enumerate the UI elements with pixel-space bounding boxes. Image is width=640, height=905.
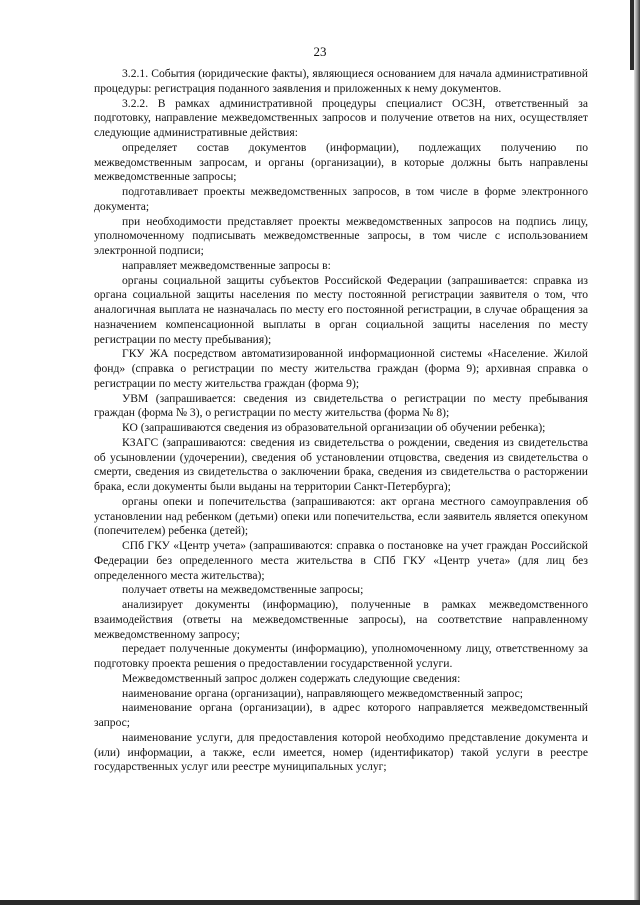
paragraph: определяет состав документов (информации), подлежащих получению по межведомственным запросам, и органы (организации), в которые должны быть направлены межведомственные запросы; bbox=[94, 140, 588, 184]
paragraph: при необходимости представляет проекты межведомственных запросов на подпись лицу, уполномоченному подписывать межведомственные запросы, в том числе с использованием электронной подписи; bbox=[94, 214, 588, 257]
paragraph: подготавливает проекты межведомственных запросов, в том числе в форме электронного документа; bbox=[94, 185, 588, 213]
paragraph: ГКУ ЖА посредством автоматизированной информационной системы «Население. Жилой фонд» (справка о регистрации по месту жительства граждан (форма 9); архивная справка о регистрации по месту жительства граждан (форма 9); bbox=[94, 347, 588, 390]
paragraph: направляет межведомственные запросы в: bbox=[122, 258, 331, 272]
paragraph: Межведомственный запрос должен содержать следующие сведения: bbox=[122, 671, 461, 685]
paragraph: КО (запрашиваются сведения из образовательной организации об обучении ребенка); bbox=[122, 421, 546, 434]
paragraph: СПб ГКУ «Центр учета» (запрашиваются: справка о постановке на учет граждан Российской Федерации без определенного места жительства в СПб ГКУ «Центр учета» (для лиц без определенного места жительства); bbox=[94, 539, 588, 582]
paragraph: анализирует документы (информацию), полученные в рамках межведомственного взаимодействия (ответы на межведомственные запросы), на соответствие направленному межведомственному запросу; bbox=[94, 598, 588, 641]
paragraph: органы опеки и попечительства (запрашиваются: акт органа местного самоуправления об установлении над ребенком (детьми) опеки или попечительства, если заявитель является опекуном (попечителем) ребенка (детей); bbox=[94, 494, 588, 538]
paragraph: наименование органа (организации), в адрес которого направляется межведомственный запрос; bbox=[94, 701, 588, 729]
document-body bbox=[94, 67, 588, 775]
paragraph: передает полученные документы (информацию), уполномоченному лицу, ответственному за подготовку проекта решения о предоставлении государственной услуги. bbox=[94, 642, 588, 670]
paragraph: 3.2.1. События (юридические факты), являющиеся основанием для начала административной процедуры: регистрация поданного заявления и приложенных к нему документов. bbox=[94, 67, 588, 95]
paragraph: получает ответы на межведомственные запросы; bbox=[122, 583, 364, 597]
page-number: 23 bbox=[313, 44, 327, 59]
paragraph: КЗАГС (запрашиваются: сведения из свидетельства о рождении, сведения из свидетельства об усыновлении (удочерении), сведения об установлении отцовства, сведения из свидетельства о смерти, сведения из свидетельства о заключении брака, сведения из свидетельства о расторжении брака, если документы были выданы на территории Санкт-Петербурга); bbox=[94, 435, 588, 493]
paragraph: УВМ (запрашивается: сведения из свидетельства о регистрации по месту пребывания граждан (форма № 3), о регистрации по месту жительства (форма № 8); bbox=[94, 391, 588, 420]
paragraph: наименование услуги, для предоставления которой необходимо представление документа и (или) информации, а также, если имеется, номер (идентификатор) такой услуги в реестре государственных услуг или реестре муниципальных услуг; bbox=[94, 730, 588, 774]
paragraph: 3.2.2. В рамках административной процедуры специалист ОСЗН, ответственный за подготовку, направление межведомственных запросов и получение ответов на них, осуществляет следующие административные действия: bbox=[94, 96, 588, 139]
scan-edge-shadow-bottom bbox=[0, 900, 640, 905]
scan-edge-shadow-right bbox=[634, 0, 640, 905]
paragraph: органы социальной защиты субъектов Российской Федерации (запрашивается: справка из органа социальной защиты населения по месту постоянной регистрации заявителя о том, что аналогичная выплата не назначалась по месту его постоянной регистрации, в случае обращения за назначением компенсационной выплаты в орган социальной защиты населения по месту регистрации по месту пребывания); bbox=[94, 273, 588, 346]
paragraph: наименование органа (организации), направляющего межведомственный запрос; bbox=[122, 686, 523, 700]
